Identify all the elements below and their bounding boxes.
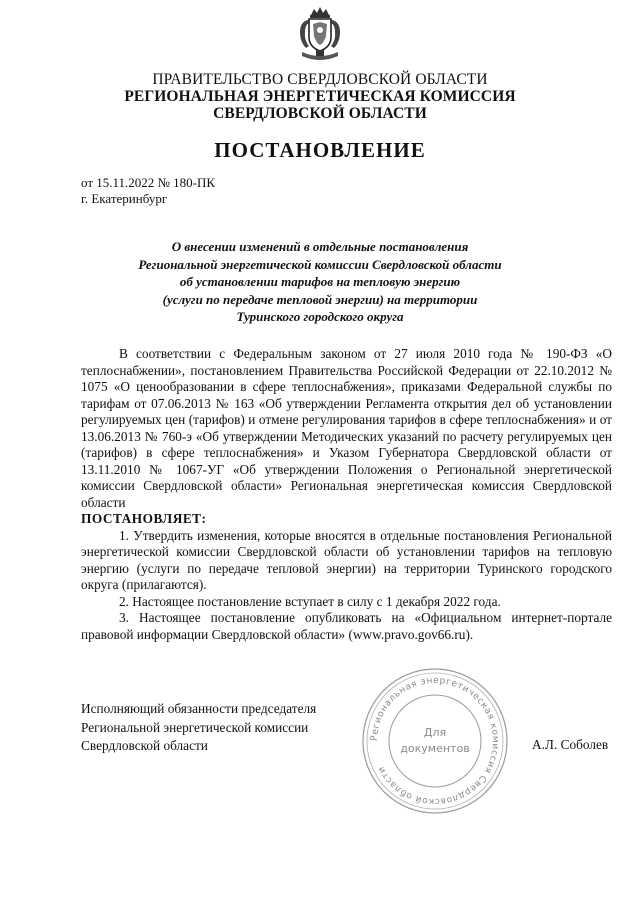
coat-of-arms-icon — [294, 6, 346, 64]
document-city: г. Екатеринбург — [81, 191, 168, 206]
stamp-center-line-2: документов — [400, 742, 470, 755]
official-stamp — [360, 666, 510, 816]
subject-line: О внесении изменений в отдельные постановления — [171, 239, 469, 254]
preamble-paragraph: В соответствии с Федеральным законом от 27 июля 2010 года № 190-ФЗ «О теплоснабжении», постановлением Правительства Российской Федерации от 22.10.2012 № 1075 «О ценообразовании в сфере теплоснабжения», приказами Федеральной службы по тарифам от 07.06.2013 № 163 «Об утверждении Регламента открытия дел об установлении регулируемых цен (тарифов) и отмене регулирования тарифов в сфере теплоснабжения» и от 13.06.2013 № 760-э «Об утверждении Методических указаний по расчету регулируемых цен (тарифов) в сфере теплоснабжения» и Указом Губернатора Свердловской области от 13.11.2010 № 1067-УГ «Об утверждении Положения о Региональной энергетической комиссии Свердловской области» Региональная энергетическая комиссия Свердловской области — [81, 346, 612, 510]
document-body — [81, 346, 612, 643]
authority-line-government: ПРАВИТЕЛЬСТВО СВЕРДЛОВСКОЙ ОБЛАСТИ — [152, 71, 488, 88]
signatory-position-line: Исполняющий обязанности председателя — [81, 701, 317, 716]
signature-block — [81, 700, 316, 756]
resolution-item-2: 2. Настоящее постановление вступает в силу с 1 декабря 2022 года. — [119, 593, 501, 609]
subject-line: об установлении тарифов на тепловую энергию — [179, 274, 461, 289]
resolves-heading: ПОСТАНОВЛЯЕТ: — [81, 511, 207, 526]
document-date-number: от 15.11.2022 № 180-ПК — [81, 175, 216, 190]
document-title: ПОСТАНОВЛЕНИЕ — [214, 138, 426, 162]
document-subject — [80, 238, 560, 326]
resolution-item-3: 3. Настоящее постановление опубликовать на «Официальном интернет-портале правовой информации Свердловской области» (www.pravo.gov66.ru). — [81, 610, 612, 642]
stamp-ring-text: Региональная энергетическая комиссия Свердловской области — [369, 675, 501, 807]
authority-line-region: СВЕРДЛОВСКОЙ ОБЛАСТИ — [213, 105, 427, 122]
subject-line: Туринского городского округа — [236, 309, 404, 324]
subject-line: Региональной энергетической комиссии Свердловской области — [138, 256, 502, 272]
signatory-name: А.Л. Соболев — [532, 737, 609, 752]
signatory-position-line: Свердловской области — [81, 738, 208, 753]
signatory-position-line: Региональной энергетической комиссии — [81, 719, 309, 735]
resolution-item-1: 1. Утвердить изменения, которые вносятся в отдельные постановления Региональной энергетической комиссии Свердловской области об установлении тарифов на тепловую энергию (услуги по передаче тепловой энергии) на территории Туринского городского округа (прилагаются). — [81, 527, 612, 592]
subject-line: (услуги по передаче тепловой энергии) на территории — [162, 291, 478, 307]
stamp-center-line-1: Для — [423, 726, 447, 739]
authority-line-commission: РЕГИОНАЛЬНАЯ ЭНЕРГЕТИЧЕСКАЯ КОМИССИЯ — [124, 88, 516, 105]
